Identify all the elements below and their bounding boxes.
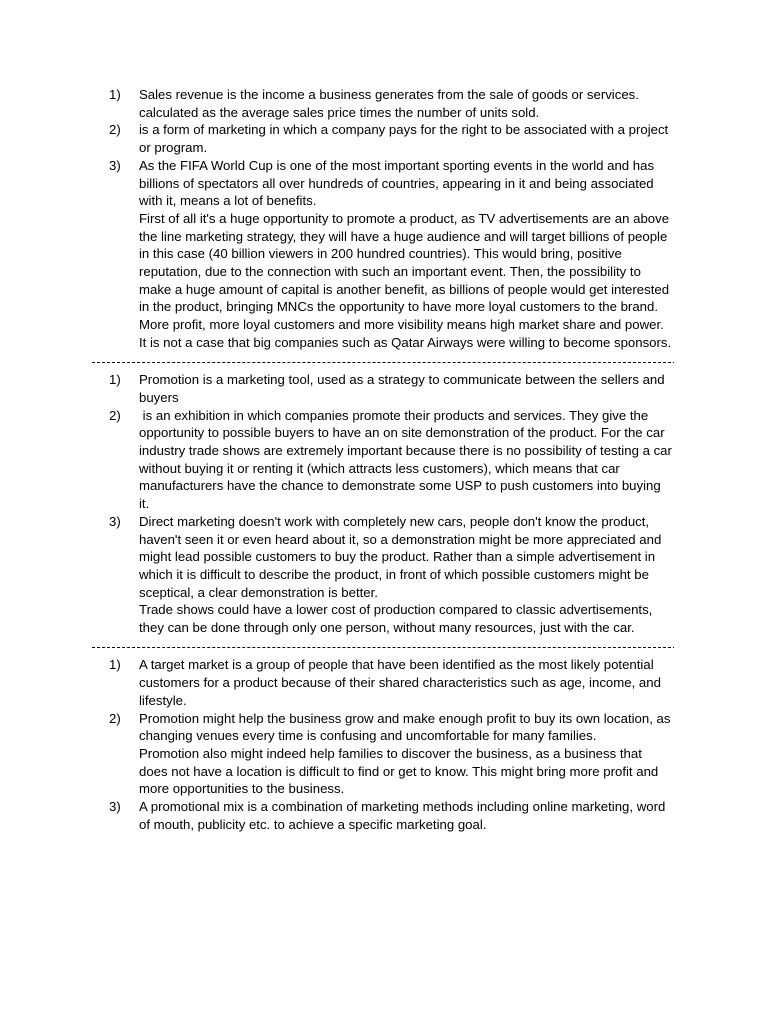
item-number: 2): [109, 710, 121, 726]
answer-section-2: [92, 371, 674, 637]
list-item: [92, 656, 674, 709]
item-paragraph: is a form of marketing in which a company pays for the right to be associated with a project or program.: [139, 122, 669, 156]
item-paragraph: Direct marketing doesn't work with completely new cars, people don't know the product, haven't seen it or even heard about it, so a demonstration might be more appreciated and might lead possible customers to buy the product. Rather than a simple advertisement in which it is difficult to describe the product, in front of which possible customers might be sceptical, a clear demonstration is better.: [139, 513, 662, 600]
item-paragraph: Promotion also might indeed help families to discover the business, as a business that does not have a location is difficult to find or get to know. This might bring more profit and more opportunities to the business.: [139, 745, 659, 797]
item-paragraph: is an exhibition in which companies promote their products and services. They give the opportunity to possible buyers to have an on site demonstration of the product. For the car industry trade shows are extremely important because there is no possibility of testing a car without buying it or renting it (which attracts less customers), which means that car manufacturers have the chance to demonstrate some USP to push customers into buying it.: [139, 407, 676, 512]
answer-section-1: [92, 86, 674, 352]
item-paragraph: A promotional mix is a combination of marketing methods including online marketing, word of mouth, publicity etc. to achieve a specific marketing goal.: [139, 799, 666, 832]
item-number: 3): [109, 157, 121, 173]
item-number: 2): [109, 407, 121, 423]
list-item: [92, 710, 674, 799]
list-item: [92, 121, 674, 156]
list-item: [92, 371, 674, 406]
item-paragraph: First of all it's a huge opportunity to promote a product, as TV advertisements are an above the line marketing strategy, they will have a huge audience and will target billions of people in this case (40 billion viewers in 200 hundred countries). This would bring, positive reputation, due to the connection with such an important event. Then, the possibility to make a huge amount of capital is another benefit, as billions of people would get interested in the product, bringing MNCs the opportunity to have more loyal customers to the brand.: [139, 210, 670, 315]
item-paragraph: Promotion is a marketing tool, used as a strategy to communicate between the sellers and buyers: [139, 372, 665, 405]
item-paragraph: Sales revenue is the income a business generates from the sale of goods or services. calculated as the average sales price times the number of units sold.: [139, 87, 639, 120]
document-page: [92, 86, 674, 834]
section-divider: [92, 353, 674, 371]
item-number: 3): [109, 513, 121, 529]
item-number: 2): [109, 122, 121, 138]
list-item: [92, 157, 674, 352]
item-paragraph: More profit, more loyal customers and more visibility means high market share and power. It is not a case that big companies such as Qatar Airways were willing to become sponsors.: [139, 317, 672, 350]
list-item: [92, 407, 674, 513]
item-paragraph: Promotion might help the business grow and make enough profit to buy its own location, as changing venues every time is confusing and uncomfortable for many families.: [139, 710, 671, 744]
list-item: [92, 86, 674, 121]
item-paragraph: Trade shows could have a lower cost of production compared to classic advertisements, they can be done through only one person, without many resources, just with the car.: [139, 602, 653, 636]
item-number: 1): [109, 87, 121, 102]
item-paragraph: As the FIFA World Cup is one of the most important sporting events in the world and has billions of spectators all over hundreds of countries, appearing in it and being associated with it, means a lot of benefits.: [139, 157, 655, 209]
item-number: 3): [109, 799, 121, 815]
item-number: 1): [109, 657, 121, 673]
list-item: [92, 513, 674, 637]
answer-section-3: [92, 656, 674, 833]
item-number: 1): [109, 372, 121, 388]
list-item: [92, 798, 674, 833]
section-divider: [92, 638, 674, 656]
item-paragraph: A target market is a group of people that have been identified as the most likely potential customers for a product because of their shared characteristics such as age, income, and lifestyle.: [139, 657, 661, 708]
